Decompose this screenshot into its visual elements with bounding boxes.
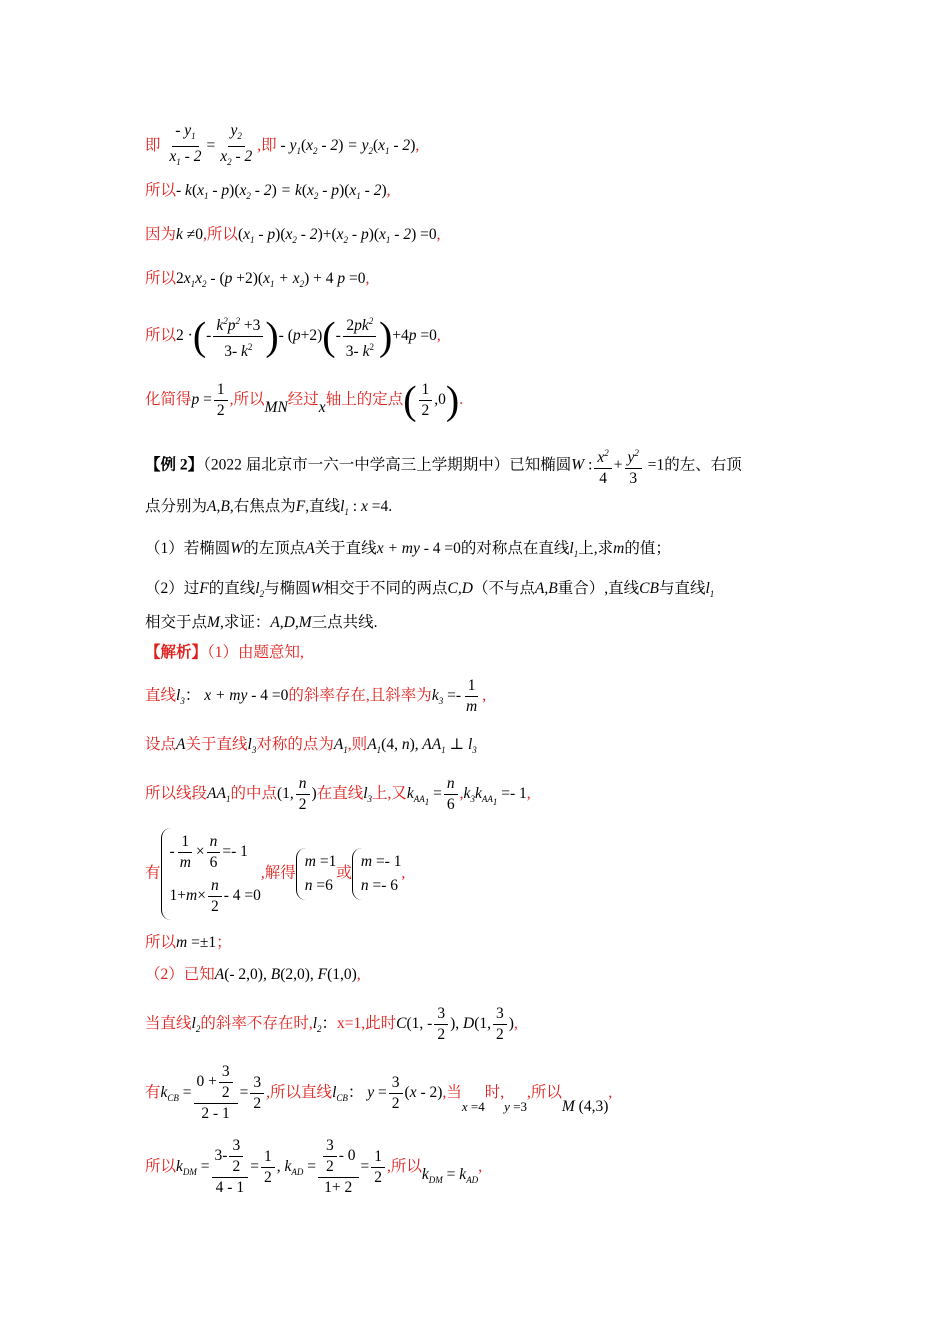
line-midpoint: 所以线段$AA_1$的中点(1, $\frac{n}{2}$ )在直线$l_3$上,又$k_{AA_1}$ = $\frac{n}{6}$ $,k_3k_{AA_1} =- 1$, — [145, 774, 531, 813]
line-reflection-point: 设点A关于直线$l_3$对称的点为$A_1$,则$A_1(4$, n), $AA_1$ ⊥ $l_3$ — [145, 736, 477, 756]
formula-fixed-point: $\frac{1}{2}$ — [419, 381, 433, 420]
question-2: （2）过F的直线$l_2$与椭圆W相交于不同的两点C,D（不与点A,B重合）,直线CB与直线$l_1$ — [145, 580, 715, 600]
line-ratio-equation: 即 $\frac{- y_1}{x_1 - 2}$ = $\frac{y_2}{x_2 - 2}$ ,即 - $y_1(x_2 - 2) = y_2(x_1 - 2)$, — [145, 122, 800, 171]
formula-solution-b: m =- 1 n =- 6 — [352, 848, 402, 900]
line-substitute-k: 所以- $k(x_1 - p)(x_2 - 2) = k(x_2 - p)(x_1 - 2)$, — [145, 182, 391, 202]
formula-k-neq-zero: k ≠0 — [176, 226, 204, 243]
question-1: （1）若椭圆W的左顶点A关于直线x + my - 4 =0的对称点在直线$l_1$上,求m的值； — [145, 540, 671, 560]
line-k-nonzero: 因为k ≠0,所以$(x_1 - p)(x_2 - 2)+(x_2 - p)(x_1 - 2) =0$, — [145, 226, 441, 246]
example-2-line-2: 点分别为A,B,右焦点为F,直线$l_1$ : x =4. — [145, 498, 393, 518]
formula-sum-zero: $(x_1 - p)(x_2 - 2)+(x_2 - p)(x_1 - 2) =0$ — [237, 226, 437, 246]
line-expanded: 所以$2x_1x_2 - (p +2)(x_1 + x_2) + 4$ p =0, — [145, 270, 370, 290]
formula-frac-left: $\frac{- y_1}{x_1 - 2}$ — [169, 122, 202, 168]
line-slope-compare: 所以$k_{DM}$ = 3- $\frac{3}{2}$ 4 - 1 = $\frac{1}{2}$ , $k_{AD}$ = $\frac{3}{2}$ - 0 1+ 2 = $\frac{1}{2}$ ,所以$k_{DM} = k_{AD}$, — [145, 1137, 483, 1197]
formula-cross-multiply: - $y_1(x_2 - 2) = y_2(x_1 - 2)$ — [280, 137, 416, 157]
line-fixed-point: 化简得p = $\frac{1}{2}$ ,所以MN经过x轴上的定点( $\frac{1}{2}$ ,0). — [145, 377, 464, 423]
line-slope-l3: 直线$l_3$： x + my - 4 =0的斜率存在,且斜率为$k_3$ =- $\frac{1}{m}$ , — [145, 676, 487, 715]
formula-line-l1: $l_1$ : x =4 — [340, 498, 389, 518]
line-m-result: 所以m =±1； — [145, 934, 232, 951]
line-kcb: 有$k_{CB}$ = 0 + $\frac{3}{2}$ 2 - 1 = $\frac{3}{2}$ ,所以直线$l_{CB}$： y = $\frac{3}{2}$ (x - 2),当$_{x =4}$时$,_{y =3}$,所以M (4,3), — [145, 1063, 613, 1123]
formula-system-1: - $\frac{1}{m}$ × $\frac{n}{6}$ =- 1 1+m× $\frac{n}{2}$ - 4 =0 — [161, 828, 261, 920]
line-system-solve: 有 - $\frac{1}{m}$ × $\frac{n}{6}$ =- 1 1+m× $\frac{n}{2}$ - 4 =0 ,解得 m =1 n =6 或 m =- 1 n =- 6 , — [145, 828, 800, 918]
formula-frac-right: $\frac{y_2}{x_2 - 2}$ — [220, 122, 253, 168]
formula-ellipse: W : — [571, 456, 593, 474]
formula-p-half: $\frac{1}{2}$ — [214, 381, 228, 420]
formula-sum-roots: $\frac{2pk^2}{3- k^2}$ — [343, 312, 377, 361]
solution-header: 【解析】（1）由题意知, — [145, 644, 304, 661]
formula-k-equation: - $k(x_1 - p)(x_2 - 2) = k(x_2 - p)(x_1 - 2)$ — [176, 182, 387, 202]
formula-expanded: $2x_1x_2 - (p +2)(x_1 + x_2) + 4$ p =0 — [176, 270, 366, 290]
formula-product-roots: $\frac{k^2p^2 +3}{3- k^2}$ — [213, 312, 263, 361]
line-vieta-substitute: 所以2 ·(- $\frac{k^2p^2 +3}{3- k^2}$ )- (p+2)(- $\frac{2pk^2}{3- k^2}$ )+4p =0, — [145, 313, 441, 361]
line-vertical-case: 当直线$l_2$的斜率不存在时$,l_2$：x=1,此时C(1, - $\frac{3}{2}$ ), D(1, $\frac{3}{2}$ ), — [145, 1004, 518, 1043]
line-known-points: （2）已知A(- 2,0), B(2,0), F(1,0), — [145, 966, 361, 983]
formula-line-l3: x + my - 4 =0 — [376, 540, 461, 557]
formula-solution-a: m =1 n =6 — [296, 848, 337, 900]
example-2-statement: 【例 2】（2022 届北京市一六一中学高三上学期期中）已知椭圆W : $\frac{x^2}{4}$ + $\frac{y^2}{3}$ =1的左、右顶 — [145, 444, 800, 484]
question-2-cont: 相交于点M,求证：A,D,M三点共线. — [145, 614, 378, 631]
